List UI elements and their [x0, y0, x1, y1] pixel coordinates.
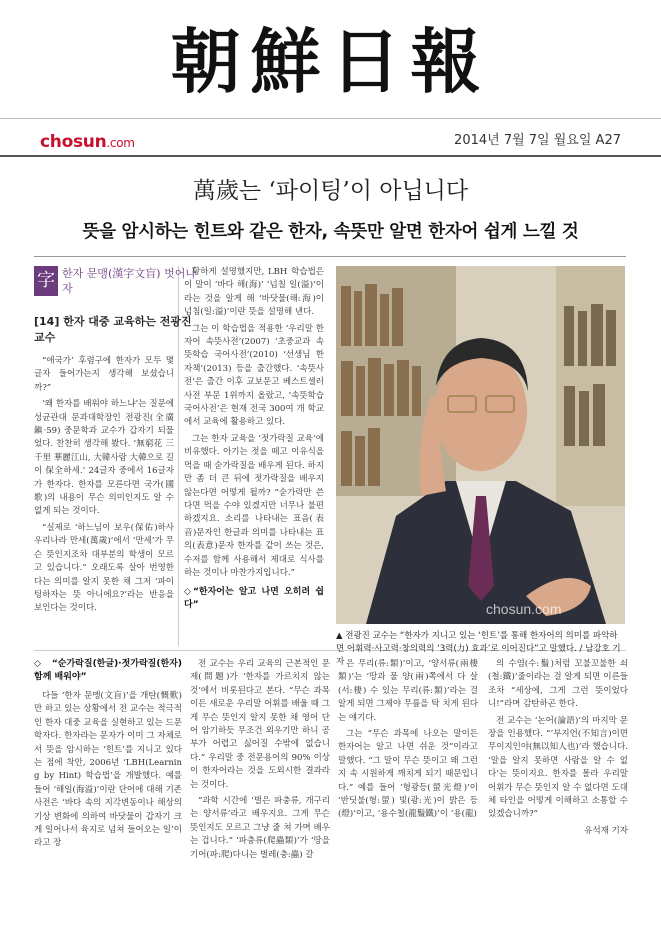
- paragraph: 전 교수는 우리 교육의 근본적인 문제(問題)가 ‘한자를 가르치지 않는 것’에서 비롯된다고 본다. “무슨 과목이든 새로운 우리말 어휘를 배울 때 그게 무슨 뜻인지 알지 못한 채 영어 단어 암기하듯 무조건 외우기만 하니 공부가 어렵고 싫어질 수밖에 없습니다.” 우리말 중 전문용어의 90% 이상이 한자어라는 것을 도외시한 결과라는 것이다.: [190, 659, 330, 790]
- series-name: 한자 문맹(漢字文盲) 벗어나자: [62, 267, 196, 295]
- body-column-c2: [338, 658, 478, 822]
- paragraph: 그는 한자 교육을 ‘젓가락질 교육’에 비유했다. 아기는 젓을 떼고 이유식을 먹을 때 숟가락질을 배우게 된다. 하지만 좀 더 큰 뒤에 젓가락질을 배우지 않는다면 어떻게 될까? “숟가락만 쓴다면 먹을 수야 있겠지만 너무나 불편하겠지요. 소리를 나타내는 표음(表音)문자인 한글과 의미를 나타내는 표의(表意)문자 한자를 같이 쓰는 것은, 수저를 함께 사용해서 제대로 식사를 하는 것이나 마찬가지입니다.”: [184, 433, 324, 578]
- masthead: [0, 0, 661, 118]
- paragraph: 다들 ‘한자 문맹(文盲)’을 개탄(慨歎)만 하고 있는 상황에서 전 교수는 적극적인 한자 대중 교육을 실현하고 있는 드문 학자다. 한자라는 문자가 이미 그 자체로서 뜻을 암시하는 ‘힌트’를 지니고 있다는 점에 착안, 2006년 ‘LBH(Learning by Hint) 학습법’을 개발했다. 예를 들어 ‘해일(海溢)’이란 단어에 대해 기존 사전은 ‘바다 속의 지각변동이나 해상의 기상 변화에 의하여 바닷물이 갑자기 크게 일어나서 육지로 넘쳐 들어오는 일’이라고 장: [34, 691, 182, 849]
- logo-suffix: .com: [106, 136, 135, 150]
- body-column-a: [34, 355, 174, 616]
- paragraph: 의 수염(수:鬚)처럼 꼬불꼬불한 쇠(철:鐵)’줄이라는 걸 알게 되면 이른들조차 “세상에, 그게 그런 뜻이었다니!”라며 감탄하곤 한다.: [488, 659, 628, 710]
- paragraph: 전 교수는 ‘논어(論語)’의 마지막 문장을 인용했다. “‘부지언(不知言)이면 무이지인야(無以知人也)’라 했습니다. ‘말을 알지 못하면 사람을 알 수 없다’는 뜻이지요. 한자를 몰라 우리말 어휘가 무슨 뜻인지 알 수 없다면 도대체 타인을 어떻게 이해하고 소통할 수 있겠습니까?”: [488, 715, 628, 820]
- dateline: 2014년 7월 7일 월요일 A27: [454, 133, 621, 148]
- article-title: 뜻을 암시하는 힌트와 같은 한자, 속뜻만 알면 한자어 쉽게 느낄 것: [82, 222, 579, 242]
- hanja-badge-icon: 字: [34, 266, 58, 296]
- photo-watermark: chosun.com: [486, 601, 562, 617]
- paragraph: “실제로 ‘하느님이 보우(保佑)하사 우리나라 만세(萬歲)’에서 ‘만세’가 무슨 뜻인지조차 대부분의 학생이 모르고 있습니다.” 오래도록 살아 번영한다는 의미를 알지 못한 채 그저 ‘파이팅하자는 뜻 아니에요?’라는 반응을 보인다는 것이다.: [34, 522, 174, 614]
- inner-heading: ◇“한자어는 알고 나면 오히려 쉽다”: [184, 587, 324, 611]
- article-subhead: [14] 한자 대중 교육하는 전광진 교수: [34, 315, 192, 344]
- chosun-logo[interactable]: [40, 132, 135, 152]
- body-column-a-lower: [34, 658, 182, 851]
- body-column-c1: [190, 658, 330, 862]
- paragraph: “애국가’ 후렴구에 한자가 모두 몇 글자 들어가는지 생각해 보셨습니까?”: [34, 356, 174, 393]
- newspaper-name: 朝鮮日報: [170, 20, 491, 103]
- professor-portrait: [336, 266, 625, 624]
- paragraph: ‘왜 한자를 배워야 하느냐’는 질문에 성균관대 문과대학장인 전광진(全廣鎭·59) 중문학과 교수가 갑자기 되물었다. 찬찬히 생각해 봤다. ‘無窮花 三千里 華麗江山, 大韓사람 大韓으로 길이 保全하세.’ 24글자 중에서 16글자가 한자다. 한자를 모른다면 국가(國歌)의 내용이 무슨 의미인지도 알 수 없게 되는 것이다.: [34, 399, 174, 517]
- byline: 유석재 기자: [584, 825, 628, 836]
- header-bottom-rule: [0, 155, 661, 157]
- paragraph: 그는 이 학습법을 적용한 ‘우리말 한자어 속뜻사전’(2007) ‘초중교과 속뜻학습 국어사전’(2010) ‘선생님 한자책’(2013) 등을 출간했다. ‘속뜻사전’은 출간 이후 교보문고 베스트셀러 사전 부문 1위까지 올랐고, ‘속뜻학습 국어사전’은 현재 전국 300여 개 학교에서 교육에 활용하고 있다.: [184, 323, 324, 428]
- photo-caption: ▲ 전광진 교수는 “한자가 지니고 있는 ‘힌트’를 통해 한자어의 의미를 파악하면 어휘력·사고력·창의력의 ‘3력(力) 효과’로 이어진다”고 말했다. / 남강호 기자: [336, 631, 621, 667]
- inner-heading: ◇“순가락질(한글)·젓가락질(한자) 함께 배워야”: [34, 659, 182, 682]
- paragraph: 황하게 설명했지만, LBH 학습법은 이 말이 ‘바다 해(海)’ ‘넘칠 일(溢)’이라는 것을 알게 해 ‘바닷물(해:海)이 넘침(일:溢)’이란 뜻을 설명해 낸다.: [184, 267, 324, 318]
- logo-text: chosun: [40, 132, 107, 152]
- paragraph: 그는 “무슨 과목에 나오는 말이든 한자어는 알고 나면 쉬운 것”이라고 말했다. “그 말이 무슨 뜻이고 왜 그런지 속 시원하게 깨치게 되기 때문입니다.” 예를 들어 ‘형광등(螢光燈)’이 ‘반딧불(형:螢) 빛(광:光)이 밝은 등(燈)’이고, ‘용수철(龍鬚鐵)’이 ‘용(龍): [338, 729, 478, 820]
- series-label: [34, 266, 202, 306]
- article-photo: [336, 266, 625, 624]
- header-top-rule: [0, 118, 661, 119]
- title-divider: [34, 256, 626, 257]
- paragraph: 은 무리(류:類)’이고, ‘양서류(兩棲類)’는 ‘땅과 물 양(兩)쪽에서 다 살(서:棲) 수 있는 무리(류:類)’라는 걸 알게 되면 그제야 무릎을 탁 치게 된다는 얘기다.: [338, 659, 478, 723]
- paragraph: “과학 시간에 ‘벌은 파충류, 개구리는 양서류’라고 배우지요. 그게 무슨 뜻인지도 모르고 그냥 줄 쳐 가며 배우는 겁니다.” ‘파충류(爬蟲類)’가 ‘땅을 기어(파:爬)다니는 벌레(충:蟲) 갈: [190, 796, 330, 860]
- article-kicker: 萬歲는 ‘파이팅’이 아닙니다: [192, 178, 469, 204]
- body-column-c3: [488, 658, 628, 838]
- body-column-b: [184, 266, 324, 618]
